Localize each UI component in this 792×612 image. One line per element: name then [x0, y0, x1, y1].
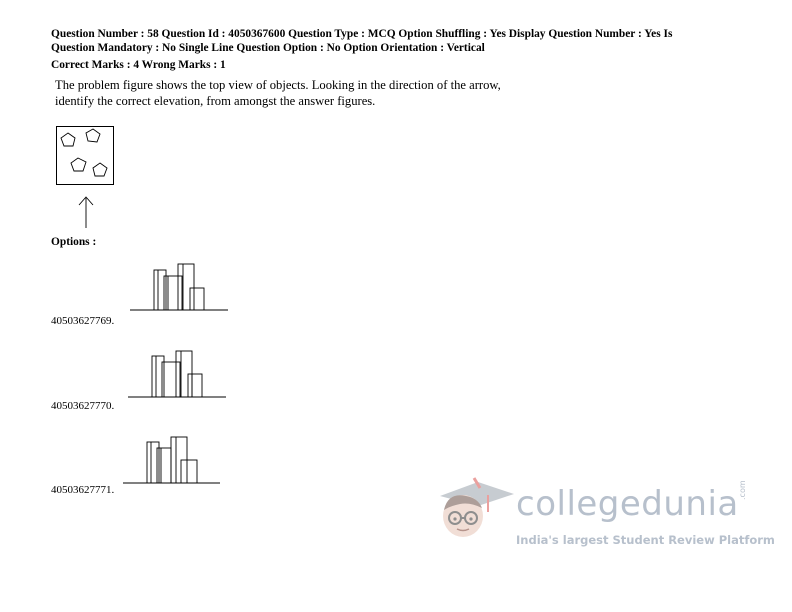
question-line-2: identify the correct elevation, from amongst the answer figures.: [55, 93, 376, 108]
option-3-elevation-figure[interactable]: [123, 434, 223, 486]
option-1-elevation-figure[interactable]: [130, 260, 230, 312]
option-3-id[interactable]: 40503627771.: [51, 484, 115, 496]
pentagon-shape: [61, 133, 75, 146]
pentagon-shape: [93, 163, 107, 176]
option-1-id[interactable]: 40503627769.: [51, 315, 115, 327]
watermark-tagline: India's largest Student Review Platform: [516, 533, 775, 547]
watermark-domain-suffix: .com: [738, 480, 747, 500]
option-2-id[interactable]: 40503627770.: [51, 400, 115, 412]
pentagon-shape: [71, 158, 86, 171]
option-2-elevation-figure[interactable]: [128, 348, 228, 400]
collegedunia-mascot-logo-icon: [430, 468, 516, 548]
header-line-2: Question Mandatory : No Single Line Question Option : No Option Orientation : Vertical: [51, 41, 485, 54]
view-direction-arrow-icon: [76, 196, 96, 230]
problem-figure-top-view: [56, 126, 116, 188]
options-heading: Options :: [51, 236, 97, 248]
header-line-1: Question Number : 58 Question Id : 4050367600 Question Type : MCQ Option Shuffling : Yes Display Question Number : Yes Is: [51, 28, 673, 40]
watermark-brand-name: collegedunia: [516, 484, 739, 524]
question-metadata-header: [51, 28, 751, 55]
pentagon-shape: [86, 129, 100, 142]
question-text: [55, 78, 695, 109]
question-line-1: The problem figure shows the top view of objects. Looking in the direction of the arrow,: [55, 78, 501, 92]
marks-info: Correct Marks : 4 Wrong Marks : 1: [51, 59, 226, 71]
